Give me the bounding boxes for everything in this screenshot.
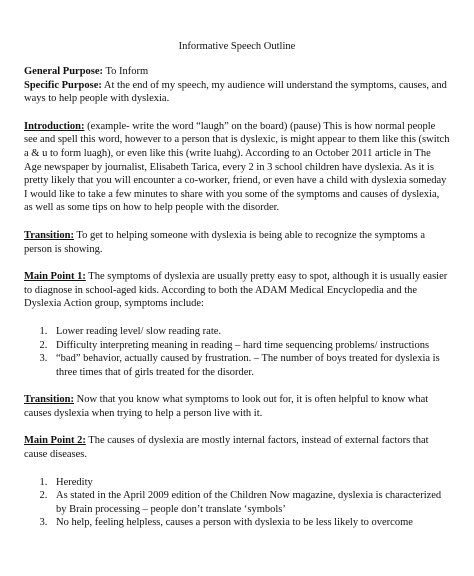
transition-2-paragraph <box>24 393 450 420</box>
main-point-1-label: Main Point 1: <box>24 271 86 283</box>
general-purpose <box>24 65 450 79</box>
main-point-2-text: The causes of dyslexia are mostly internal factors, instead of external factors that cause diseases. <box>24 435 429 461</box>
document-title: Informative Speech Outline <box>178 41 296 52</box>
general-purpose-label: General Purpose: <box>24 66 104 77</box>
general-purpose-text: To Inform <box>103 66 149 77</box>
transition-1-paragraph <box>24 229 450 256</box>
list-item: 2. As stated in the April 2009 edition of the Children Now magazine, dyslexia is characterized by Brain processing – people don’t translate ‘symbols’ <box>50 489 450 516</box>
introduction-label: Introduction: <box>24 120 85 132</box>
list-item: 3. “bad” behavior, actually caused by frustration. – The number of boys treated for dyslexia is three times that of girls treated for the disorder. <box>50 352 450 379</box>
transition-1-label: Transition: <box>24 229 74 241</box>
list-item: 1. Heredity <box>50 476 450 490</box>
specific-purpose <box>24 79 450 106</box>
transition-2-label: Transition: <box>24 394 74 406</box>
main-point-1-paragraph <box>24 270 450 311</box>
introduction-text: (example- write the word “laugh” on the board) (pause) This is how normal people see and spell this word, however to a person that is dyslexic, is might appear to them like this (switch a & u to form luagh), or even like this (write luahg). According to an October 2011 article in The Age newspaper by journalist, Elisabeth Tarica, every 2 in 3 school children have dyslexia. As it is pretty likely that you will encounter a co-worker, friend, or even have a child with dyslexia someday I would like to take a few minutes to share with you some of the symptoms and causes of dyslexia, as well as some tips on how to help people with the disorder. <box>24 120 450 214</box>
list-item: 3. No help, feeling helpless, causes a person with dyslexia to be less likely to overcome <box>50 516 450 530</box>
main-point-1-text: The symptoms of dyslexia are usually pretty easy to spot, although it is usually easier to diagnose in school-aged kids. According to both the ADAM Medical Encyclopedia and the Dyslexia Action group, symptoms include: <box>24 271 448 310</box>
main-point-2-list <box>24 476 450 530</box>
transition-1-text: To get to helping someone with dyslexia is being able to recognize the symptoms a person is showing. <box>24 229 426 255</box>
specific-purpose-text: At the end of my speech, my audience will understand the symptoms, causes, and ways to help people with dyslexia. <box>24 79 447 105</box>
main-point-1-list <box>24 325 450 379</box>
main-point-2-paragraph <box>24 434 450 461</box>
main-point-2-label: Main Point 2: <box>24 435 86 447</box>
transition-2-text: Now that you know what symptoms to look out for, it is often helpful to know what causes dyslexia when trying to help a person live with it. <box>24 394 429 419</box>
introduction-paragraph <box>24 120 450 215</box>
list-item: 1. Lower reading level/ slow reading rate. <box>50 325 450 339</box>
specific-purpose-label: Specific Purpose: <box>24 79 102 91</box>
list-item: 2. Difficulty interpreting meaning in reading – hard time sequencing problems/ instructions <box>50 339 450 353</box>
